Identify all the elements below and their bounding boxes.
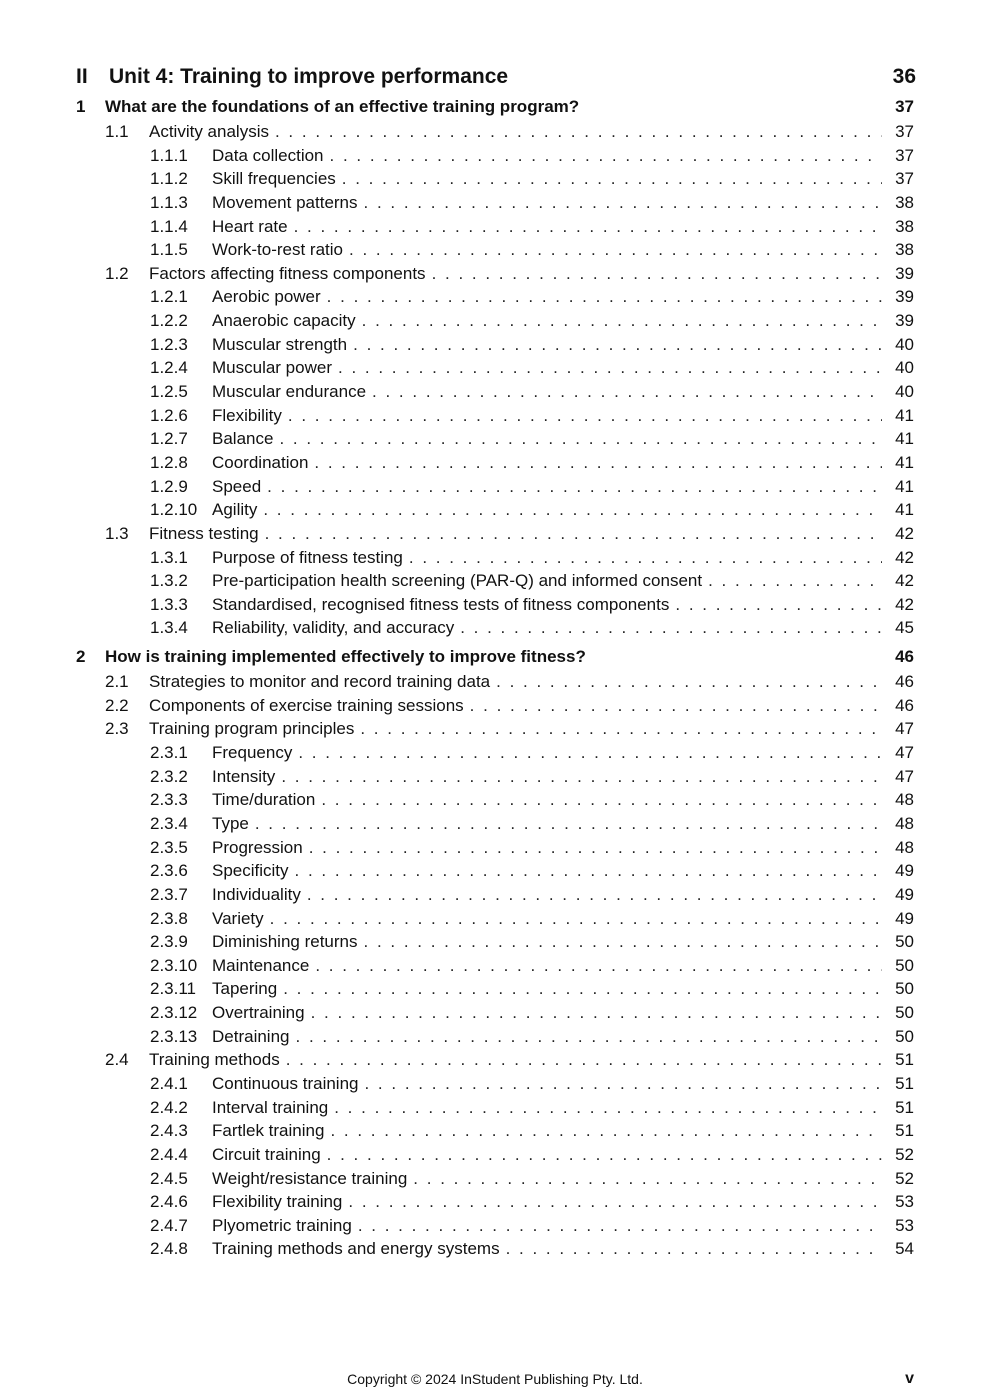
toc-entry-page: 51 bbox=[895, 1073, 914, 1093]
toc-entry-title: Muscular strength bbox=[212, 333, 353, 357]
toc-entry-page: 45 bbox=[895, 618, 914, 638]
toc-entry-title: Heart rate bbox=[212, 215, 294, 239]
toc-entry-number: 1.3.2 bbox=[150, 571, 188, 591]
toc-entry[interactable] bbox=[0, 883, 990, 907]
toc-entry-number: 2.1 bbox=[105, 672, 129, 692]
toc-entry-number: 2.3.10 bbox=[150, 955, 198, 975]
toc-entry-number: 1.1.1 bbox=[150, 145, 188, 165]
toc-entry-title: Anaerobic capacity bbox=[212, 309, 362, 333]
toc-entry-page: 52 bbox=[895, 1144, 914, 1164]
dot-leader bbox=[708, 569, 882, 593]
toc-entry-title: Muscular power bbox=[212, 356, 338, 380]
toc-entry-number: 2.4.3 bbox=[150, 1121, 188, 1141]
dot-leader bbox=[279, 427, 882, 451]
unit-page-number: 36 bbox=[892, 65, 916, 88]
toc-entry-page: 48 bbox=[895, 837, 914, 857]
toc-entry-title: Data collection bbox=[212, 144, 330, 168]
toc-entry-number: 2.3.7 bbox=[150, 884, 188, 904]
toc-entry-title: Tapering bbox=[212, 977, 283, 1001]
dot-leader bbox=[675, 593, 882, 617]
dot-leader bbox=[270, 907, 882, 931]
toc-entry-page: 41 bbox=[895, 405, 914, 425]
toc-entry-page: 47 bbox=[895, 743, 914, 763]
toc-entry-title: How is training implemented effectively to improve fitness? bbox=[105, 644, 586, 670]
toc-entry-page: 51 bbox=[895, 1097, 914, 1117]
toc-entry-page: 51 bbox=[895, 1050, 914, 1070]
toc-entry-title: Progression bbox=[212, 836, 309, 860]
toc-entry-number: 2.3.6 bbox=[150, 861, 188, 881]
toc-entry-title: Specificity bbox=[212, 859, 295, 883]
toc-entry-page: 46 bbox=[895, 695, 914, 715]
dot-leader bbox=[255, 812, 882, 836]
toc-entry-page: 53 bbox=[895, 1215, 914, 1235]
toc-entry-number: 1.1.4 bbox=[150, 216, 188, 236]
toc-entry-page: 50 bbox=[895, 1026, 914, 1046]
toc-entry[interactable] bbox=[0, 859, 990, 883]
toc-entry-title: Detraining bbox=[212, 1025, 296, 1049]
dot-leader bbox=[358, 1214, 882, 1238]
toc-entry-title: Time/duration bbox=[212, 788, 321, 812]
toc-entry[interactable] bbox=[0, 569, 990, 593]
toc-entry-page: 42 bbox=[895, 523, 914, 543]
dot-leader bbox=[327, 1143, 882, 1167]
dot-leader bbox=[275, 120, 882, 144]
toc-entry[interactable] bbox=[0, 1237, 990, 1261]
toc-entry[interactable] bbox=[0, 717, 990, 741]
dot-leader bbox=[334, 1096, 882, 1120]
toc-entry-number: 2.4 bbox=[105, 1050, 129, 1070]
dot-leader bbox=[314, 451, 882, 475]
toc-entry-page: 48 bbox=[895, 813, 914, 833]
toc-entry-page: 49 bbox=[895, 908, 914, 928]
toc-entry[interactable] bbox=[0, 285, 990, 309]
toc-entry-page: 41 bbox=[895, 429, 914, 449]
toc-entry-title: Strategies to monitor and record training data bbox=[149, 670, 496, 694]
toc-entry-number: 1.2.10 bbox=[150, 500, 198, 520]
toc-entry-number: 2.2 bbox=[105, 695, 129, 715]
toc-entry-page: 37 bbox=[895, 145, 914, 165]
toc-entry-number: 2.3.4 bbox=[150, 813, 188, 833]
dot-leader bbox=[294, 215, 882, 239]
toc-entry-page: 48 bbox=[895, 790, 914, 810]
toc-entry[interactable] bbox=[0, 215, 990, 239]
toc-entry[interactable] bbox=[0, 1119, 990, 1143]
toc-entry-number: 2.4.5 bbox=[150, 1168, 188, 1188]
toc-entry-number: 2.3.13 bbox=[150, 1026, 198, 1046]
table-of-contents bbox=[0, 94, 990, 1261]
toc-entry[interactable] bbox=[0, 380, 990, 404]
toc-entry-page: 37 bbox=[895, 122, 914, 141]
toc-entry-title: Agility bbox=[212, 498, 263, 522]
toc-entry-number: 2.3.12 bbox=[150, 1003, 198, 1023]
toc-entry-title: Activity analysis bbox=[149, 120, 275, 144]
footer-page-number: v bbox=[905, 1370, 914, 1387]
toc-entry[interactable] bbox=[0, 191, 990, 215]
toc-entry-page: 46 bbox=[895, 672, 914, 692]
toc-entry[interactable] bbox=[0, 954, 990, 978]
toc-entry-number: 2.4.1 bbox=[150, 1073, 188, 1093]
dot-leader bbox=[364, 930, 883, 954]
toc-entry-page: 42 bbox=[895, 547, 914, 567]
toc-entry-number: 1.2.1 bbox=[150, 287, 188, 307]
toc-entry[interactable] bbox=[0, 788, 990, 812]
toc-entry[interactable] bbox=[0, 812, 990, 836]
toc-entry-number: 2.3.11 bbox=[150, 979, 197, 999]
toc-entry[interactable] bbox=[0, 977, 990, 1001]
toc-entry-title: Factors affecting fitness components bbox=[149, 262, 432, 286]
dot-leader bbox=[330, 144, 882, 168]
toc-entry[interactable] bbox=[0, 836, 990, 860]
toc-entry-title: Training program principles bbox=[149, 717, 360, 741]
copyright-notice: Copyright © 2024 InStudent Publishing Pty. Ltd. bbox=[347, 1371, 643, 1387]
toc-entry[interactable] bbox=[0, 144, 990, 168]
toc-entry-page: 39 bbox=[895, 311, 914, 331]
toc-entry-title: Movement patterns bbox=[212, 191, 364, 215]
toc-entry-title: Balance bbox=[212, 427, 279, 451]
toc-entry-page: 38 bbox=[895, 192, 914, 212]
toc-entry-number: 1.1.5 bbox=[150, 240, 188, 260]
toc-entry[interactable] bbox=[0, 930, 990, 954]
toc-entry-page: 42 bbox=[895, 594, 914, 614]
toc-entry-page: 50 bbox=[895, 955, 914, 975]
toc-entry-title: Intensity bbox=[212, 765, 281, 789]
toc-entry-page: 50 bbox=[895, 1003, 914, 1023]
toc-entry-number: 1.3.3 bbox=[150, 594, 188, 614]
toc-entry-title: Plyometric training bbox=[212, 1214, 358, 1238]
dot-leader bbox=[298, 741, 882, 765]
toc-entry-number: 2.4.6 bbox=[150, 1192, 188, 1212]
toc-entry-page: 37 bbox=[895, 97, 914, 116]
toc-entry-title: Interval training bbox=[212, 1096, 334, 1120]
toc-entry[interactable] bbox=[0, 1143, 990, 1167]
toc-entry[interactable] bbox=[0, 522, 990, 546]
toc-entry-title: Aerobic power bbox=[212, 285, 327, 309]
dot-leader bbox=[288, 404, 882, 428]
toc-entry-page: 39 bbox=[895, 287, 914, 307]
toc-entry[interactable] bbox=[0, 475, 990, 499]
toc-entry-title: Components of exercise training sessions bbox=[149, 694, 470, 718]
dot-leader bbox=[413, 1167, 882, 1191]
dot-leader bbox=[309, 836, 882, 860]
toc-entry-title: What are the foundations of an effective training program? bbox=[105, 94, 579, 120]
toc-entry-title: Continuous training bbox=[212, 1072, 364, 1096]
toc-entry-number: 2.4.8 bbox=[150, 1239, 188, 1259]
toc-entry[interactable] bbox=[0, 694, 990, 718]
toc-entry-number: 2.3.1 bbox=[150, 743, 188, 763]
dot-leader bbox=[364, 191, 882, 215]
toc-entry-page: 40 bbox=[895, 382, 914, 402]
toc-entry[interactable] bbox=[0, 670, 990, 694]
dot-leader bbox=[263, 498, 882, 522]
toc-entry-number: 1.2 bbox=[105, 263, 129, 283]
dot-leader bbox=[362, 309, 882, 333]
toc-entry[interactable] bbox=[0, 741, 990, 765]
toc-entry-number: 1.2.5 bbox=[150, 382, 188, 402]
toc-entry-number: 1.3 bbox=[105, 523, 129, 543]
toc-entry-title: Speed bbox=[212, 475, 267, 499]
toc-entry-number: 2.3 bbox=[105, 719, 129, 739]
dot-leader bbox=[348, 1190, 882, 1214]
dot-leader bbox=[321, 788, 882, 812]
toc-entry[interactable] bbox=[0, 1096, 990, 1120]
toc-entry-number: 1.2.7 bbox=[150, 429, 188, 449]
toc-entry-title: Reliability, validity, and accuracy bbox=[212, 616, 460, 640]
toc-entry-title: Skill frequencies bbox=[212, 167, 342, 191]
toc-entry-page: 50 bbox=[895, 932, 914, 952]
dot-leader bbox=[338, 356, 882, 380]
toc-entry-title: Standardised, recognised fitness tests of fitness components bbox=[212, 593, 675, 617]
toc-entry-page: 49 bbox=[895, 861, 914, 881]
toc-entry-title: Weight/resistance training bbox=[212, 1167, 413, 1191]
toc-entry-number: 1 bbox=[76, 97, 86, 116]
toc-entry-number: 1.3.1 bbox=[150, 547, 188, 567]
toc-entry[interactable] bbox=[0, 1048, 990, 1072]
dot-leader bbox=[349, 238, 882, 262]
toc-entry-page: 47 bbox=[895, 766, 914, 786]
toc-entry-page: 41 bbox=[895, 500, 914, 520]
toc-entry-page: 38 bbox=[895, 240, 914, 260]
toc-entry-title: Muscular endurance bbox=[212, 380, 372, 404]
toc-entry-page: 49 bbox=[895, 884, 914, 904]
toc-entry-title: Circuit training bbox=[212, 1143, 327, 1167]
toc-entry-number: 1.2.3 bbox=[150, 334, 188, 354]
toc-entry[interactable] bbox=[0, 1190, 990, 1214]
dot-leader bbox=[353, 333, 882, 357]
toc-entry[interactable] bbox=[0, 1072, 990, 1096]
toc-entry[interactable] bbox=[0, 1167, 990, 1191]
toc-entry[interactable] bbox=[0, 451, 990, 475]
dot-leader bbox=[372, 380, 882, 404]
toc-entry-page: 53 bbox=[895, 1192, 914, 1212]
toc-entry-title: Fitness testing bbox=[149, 522, 265, 546]
toc-entry-number: 1.1 bbox=[105, 122, 129, 141]
toc-entry-title: Variety bbox=[212, 907, 270, 931]
dot-leader bbox=[460, 616, 882, 640]
toc-entry[interactable] bbox=[0, 404, 990, 428]
toc-entry-number: 2.4.7 bbox=[150, 1215, 188, 1235]
toc-entry-page: 46 bbox=[895, 647, 914, 667]
toc-entry-number: 1.2.4 bbox=[150, 358, 188, 378]
toc-entry-number: 1.1.2 bbox=[150, 169, 188, 189]
toc-entry-title: Fartlek training bbox=[212, 1119, 330, 1143]
dot-leader bbox=[295, 859, 882, 883]
dot-leader bbox=[364, 1072, 882, 1096]
toc-entry-title: Purpose of fitness testing bbox=[212, 546, 409, 570]
toc-entry-title: Overtraining bbox=[212, 1001, 311, 1025]
toc-entry-page: 40 bbox=[895, 358, 914, 378]
dot-leader bbox=[432, 262, 882, 286]
toc-entry[interactable] bbox=[0, 238, 990, 262]
toc-entry-number: 2.3.9 bbox=[150, 932, 188, 952]
dot-leader bbox=[409, 546, 882, 570]
toc-entry-number: 2.3.2 bbox=[150, 766, 188, 786]
toc-entry-number: 2.3.8 bbox=[150, 908, 188, 928]
toc-entry-number: 1.2.6 bbox=[150, 405, 188, 425]
toc-entry[interactable] bbox=[0, 94, 990, 120]
toc-entry-title: Diminishing returns bbox=[212, 930, 364, 954]
unit-number: II bbox=[76, 65, 88, 88]
toc-entry-number: 1.2.2 bbox=[150, 311, 188, 331]
dot-leader bbox=[360, 717, 882, 741]
toc-entry-number: 2.3.5 bbox=[150, 837, 188, 857]
toc-entry-number: 1.2.9 bbox=[150, 476, 188, 496]
dot-leader bbox=[470, 694, 882, 718]
toc-entry-number: 1.3.4 bbox=[150, 618, 188, 638]
dot-leader bbox=[265, 522, 882, 546]
toc-entry-number: 1.1.3 bbox=[150, 192, 188, 212]
toc-entry-page: 39 bbox=[895, 263, 914, 283]
toc-entry[interactable] bbox=[0, 262, 990, 286]
toc-entry-title: Work-to-rest ratio bbox=[212, 238, 349, 262]
dot-leader bbox=[330, 1119, 882, 1143]
toc-entry[interactable] bbox=[0, 1214, 990, 1238]
toc-entry-page: 47 bbox=[895, 719, 914, 739]
dot-leader bbox=[315, 954, 882, 978]
dot-leader bbox=[296, 1025, 883, 1049]
toc-entry[interactable] bbox=[0, 1001, 990, 1025]
toc-entry-page: 40 bbox=[895, 334, 914, 354]
toc-entry-page: 42 bbox=[895, 571, 914, 591]
toc-entry-page: 41 bbox=[895, 452, 914, 472]
toc-entry-page: 38 bbox=[895, 216, 914, 236]
toc-entry[interactable] bbox=[0, 1025, 990, 1049]
toc-entry[interactable] bbox=[0, 427, 990, 451]
toc-entry[interactable] bbox=[0, 546, 990, 570]
toc-entry[interactable] bbox=[0, 498, 990, 522]
dot-leader bbox=[506, 1237, 882, 1261]
toc-entry-title: Maintenance bbox=[212, 954, 315, 978]
dot-leader bbox=[327, 285, 882, 309]
unit-title: Unit 4: Training to improve performance bbox=[109, 65, 509, 88]
toc-entry-page: 50 bbox=[895, 979, 914, 999]
toc-entry[interactable] bbox=[0, 120, 990, 144]
dot-leader bbox=[286, 1048, 882, 1072]
toc-entry[interactable] bbox=[0, 907, 990, 931]
toc-entry-title: Pre-participation health screening (PAR-Q) and informed consent bbox=[212, 569, 708, 593]
toc-entry-title: Frequency bbox=[212, 741, 298, 765]
toc-entry-number: 2.3.3 bbox=[150, 790, 188, 810]
toc-entry-number: 2 bbox=[76, 647, 86, 667]
toc-entry-page: 54 bbox=[895, 1239, 914, 1259]
dot-leader bbox=[342, 167, 882, 191]
toc-entry-page: 52 bbox=[895, 1168, 914, 1188]
toc-entry-title: Coordination bbox=[212, 451, 314, 475]
dot-leader bbox=[267, 475, 882, 499]
dot-leader bbox=[496, 670, 882, 694]
toc-entry[interactable] bbox=[0, 356, 990, 380]
toc-entry-title: Training methods bbox=[149, 1048, 286, 1072]
toc-entry-title: Training methods and energy systems bbox=[212, 1237, 506, 1261]
toc-entry[interactable] bbox=[0, 333, 990, 357]
toc-entry-title: Flexibility training bbox=[212, 1190, 348, 1214]
toc-entry[interactable] bbox=[0, 167, 990, 191]
toc-entry-number: 2.4.4 bbox=[150, 1144, 188, 1164]
toc-entry[interactable] bbox=[0, 644, 990, 670]
toc-entry[interactable] bbox=[0, 593, 990, 617]
toc-entry[interactable] bbox=[0, 616, 990, 640]
dot-leader bbox=[307, 883, 882, 907]
toc-entry-title: Type bbox=[212, 812, 255, 836]
toc-entry-number: 1.2.8 bbox=[150, 452, 188, 472]
dot-leader bbox=[281, 765, 882, 789]
toc-entry-page: 51 bbox=[895, 1121, 914, 1141]
dot-leader bbox=[283, 977, 882, 1001]
toc-entry-page: 41 bbox=[895, 476, 914, 496]
toc-entry-number: 2.4.2 bbox=[150, 1097, 188, 1117]
toc-entry[interactable] bbox=[0, 309, 990, 333]
toc-entry-title: Flexibility bbox=[212, 404, 288, 428]
toc-entry-page: 37 bbox=[895, 169, 914, 189]
toc-entry[interactable] bbox=[0, 765, 990, 789]
toc-entry-title: Individuality bbox=[212, 883, 307, 907]
dot-leader bbox=[311, 1001, 882, 1025]
